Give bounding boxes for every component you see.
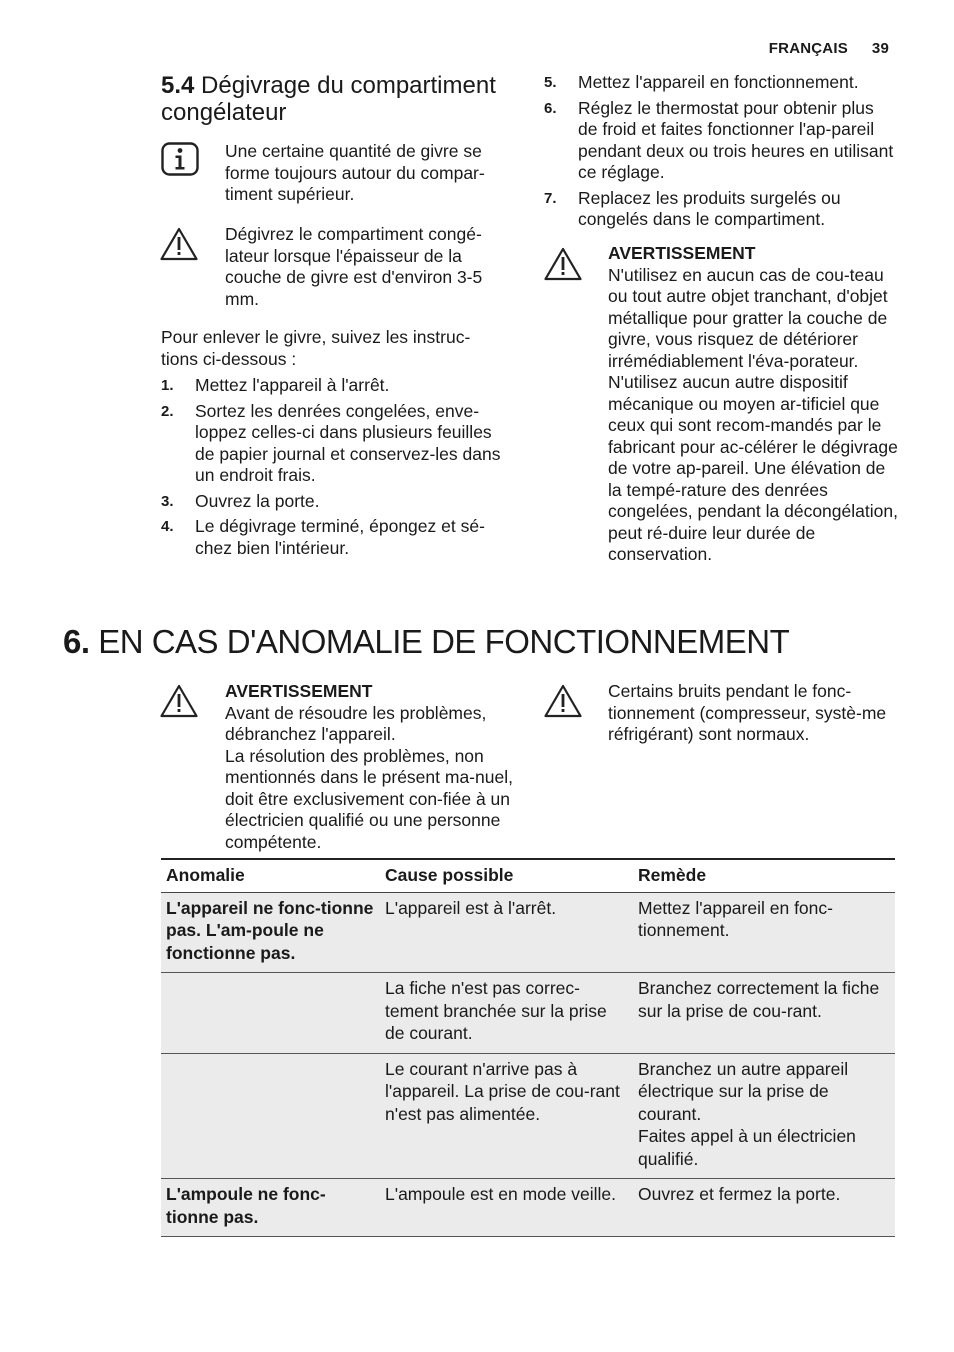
header-language: FRANÇAIS xyxy=(768,40,848,57)
troubleshooting-table xyxy=(161,858,895,1237)
step-number: 3. xyxy=(161,492,174,510)
warning-text: N'utilisez en aucun cas de cou-teau ou tout autre objet tranchant, d'objet métallique pour gratter la couche de givre, vous risquez de détériorer irrémédiablement l'éva-porateur. N'utilisez aucun autre dispositif mécanique ou moyen ar-tificiel que ceux qui sont recom-mandés par le fabricant pour ac-célérer le dégivrage de votre ap-pareil. Une élévation de la tempé-rature des denrées congelées, pendant la décongélation, peut ré-duire leur durée de conservation. xyxy=(608,264,898,564)
list-item xyxy=(161,516,515,559)
list-item xyxy=(161,491,515,513)
caution-note-frost: Dégivrez le compartiment congé-lateur lorsque l'épaisseur de la couche de givre est d'environ 3-5 mm. xyxy=(225,224,483,309)
noise-caution-note: Certains bruits pendant le fonc-tionnement (compresseur, systè-me réfrigérant) sont normaux. xyxy=(608,681,887,744)
page-number: 39 xyxy=(871,40,889,57)
anomaly-cell: L'ampoule ne fonc-tionne pas. xyxy=(166,1184,326,1227)
step-text: Mettez l'appareil à l'arrêt. xyxy=(195,375,390,395)
section-number: 6. xyxy=(63,623,90,660)
warning-title: AVERTISSEMENT xyxy=(225,681,373,701)
column-header-cause: Cause possible xyxy=(385,865,514,885)
step-number: 5. xyxy=(544,74,557,91)
remedy-cell xyxy=(633,1053,895,1179)
step-text: Réglez le thermostat pour obtenir plus de froid et faites fonctionner l'ap-pareil pendant deux ou trois heures en utilisant ce réglage. xyxy=(578,97,894,182)
table-row xyxy=(161,892,895,973)
steps-list-left xyxy=(161,375,515,563)
cause-cell: Le courant n'arrive pas à l'appareil. La prise de cou-rant n'est pas alimentée. xyxy=(385,1058,620,1124)
cause-cell: La fiche n'est pas correc-tement branchée sur la prise de courant. xyxy=(385,978,607,1043)
cause-cell: L'appareil est à l'arrêt. xyxy=(385,897,557,918)
list-item xyxy=(161,375,515,397)
section-6-heading xyxy=(63,622,789,662)
remedy-extra-text: Faites appel à un électricien qualifié. xyxy=(638,1126,856,1169)
section-5-4-heading xyxy=(161,72,521,126)
remedy-cell: Mettez l'appareil en fonc-tionnement. xyxy=(638,897,833,940)
cause-cell: L'ampoule est en mode veille. xyxy=(385,1184,616,1204)
list-item xyxy=(161,401,515,487)
list-item xyxy=(544,72,896,94)
warning-line-2: La résolution des problèmes, non mentionnés dans le présent ma-nuel, doit être exclusivement con-fiée à un électricien qualifié ou une personne compétente. xyxy=(225,745,513,852)
list-item xyxy=(544,188,896,231)
troubleshooting-warning xyxy=(225,681,517,853)
step-number: 6. xyxy=(544,99,557,117)
section-number: 5.4 xyxy=(161,72,195,99)
step-text: Replacez les produits surgelés ou congelés dans le compartiment. xyxy=(578,187,841,229)
anomaly-cell xyxy=(161,973,380,1054)
step-number: 2. xyxy=(161,402,174,420)
info-note: Une certaine quantité de givre se forme toujours autour du compar-timent supérieur. xyxy=(225,141,485,204)
defrost-warning xyxy=(608,243,900,566)
page-header xyxy=(769,38,889,60)
list-item xyxy=(544,98,896,184)
instructions-intro: Pour enlever le givre, suivez les instruc-tions ci-dessous : xyxy=(161,327,471,369)
step-number: 1. xyxy=(161,377,174,394)
section-title: Dégivrage du compartiment congélateur xyxy=(161,72,496,126)
remedy-cell: Branchez correctement la fiche sur la prise de cou-rant. xyxy=(638,978,880,1021)
table-row xyxy=(161,1053,895,1179)
caution-triangle-icon xyxy=(544,684,582,718)
step-text: Sortez les denrées congelées, enve-loppez celles-ci dans plusieurs feuilles de papier journal et conservez-les dans un endroit frais. xyxy=(195,400,501,485)
step-text: Ouvrez la porte. xyxy=(195,490,320,511)
remedy-text: Branchez un autre appareil électrique sur la prise de courant. xyxy=(638,1058,849,1124)
anomaly-cell: L'appareil ne fonc-tionne pas. L'am-poule ne fonctionne pas. xyxy=(166,897,374,963)
table-row xyxy=(161,973,895,1054)
caution-triangle-icon xyxy=(160,227,198,261)
column-header-anomaly: Anomalie xyxy=(166,865,245,885)
warning-title: AVERTISSEMENT xyxy=(608,243,756,263)
anomaly-cell xyxy=(161,1053,380,1179)
step-number: 4. xyxy=(161,518,174,535)
step-number: 7. xyxy=(544,189,557,207)
step-text: Le dégivrage terminé, épongez et sé-chez bien l'intérieur. xyxy=(195,516,485,558)
warning-line-1: Avant de résoudre les problèmes, débranchez l'appareil. xyxy=(225,702,487,744)
info-icon xyxy=(161,142,199,176)
table-row xyxy=(161,1179,895,1237)
caution-triangle-icon xyxy=(160,684,198,718)
section-title: EN CAS D'ANOMALIE DE FONCTIONNEMENT xyxy=(98,623,790,660)
table-header-row xyxy=(161,859,895,892)
caution-triangle-icon xyxy=(544,247,582,281)
steps-list-right xyxy=(544,72,896,235)
remedy-cell: Ouvrez et fermez la porte. xyxy=(638,1184,841,1204)
column-header-remedy: Remède xyxy=(638,865,707,885)
step-text: Mettez l'appareil en fonctionnement. xyxy=(578,72,859,92)
